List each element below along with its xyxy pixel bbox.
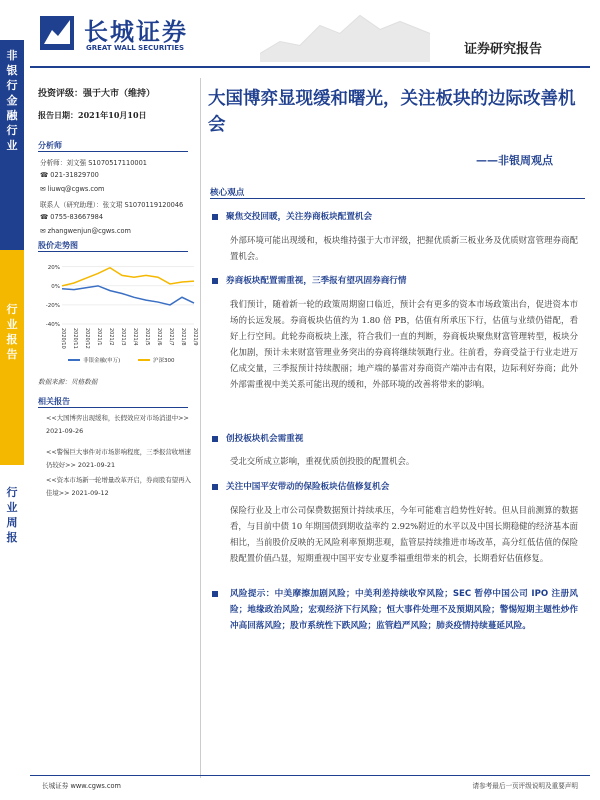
risk-warning (212, 586, 578, 634)
sidebar-industry-char: 融 (6, 109, 18, 122)
bullet-icon (212, 214, 218, 220)
chart-x-tick: 2021/1 (96, 328, 102, 346)
chart-y-tick: -20% (45, 302, 60, 309)
chart-x-tick: 2021/2 (108, 328, 114, 346)
chart-x-tick: 2021/4 (132, 328, 138, 346)
stock-chart (38, 256, 198, 366)
point-1-title-text: 聚焦交投回暖，关注券商板块配置机会 (226, 212, 373, 222)
related-section-title: 相关报告 (38, 396, 188, 408)
sidebar-type-char: 业 (6, 318, 18, 331)
sidebar-industry-char: 行 (6, 79, 18, 92)
point-3-title (212, 432, 303, 444)
assistant-name: 联系人（研究助理）：张文珺 S1070119120046 (40, 201, 184, 209)
point-4-title (212, 480, 389, 492)
point-2-title-text: 券商板块配置需重视，三季报有望巩固券商行情 (226, 276, 407, 286)
assistant-email[interactable]: ✉ zhangwenjun@cgws.com (40, 227, 131, 235)
stock-chart-svg (38, 256, 198, 366)
chart-x-tick: 2020/12 (84, 328, 90, 349)
analyst-email[interactable]: ✉ liuwq@cgws.com (40, 185, 105, 193)
bullet-icon (212, 591, 218, 597)
sidebar-report-type (0, 250, 24, 465)
chart-x-tick: 2020/11 (72, 328, 78, 349)
footer (30, 775, 590, 793)
point-3-body: 受北交所成立影响，重视优质创投股的配置机会。 (230, 456, 415, 466)
point-2-title (212, 274, 406, 286)
bullet-icon (212, 436, 218, 442)
point-4-body: 保险行业及上市公司保费数据预计持续承压，今年可能难言趋势性好转。但从目前测算的数据看，与目前中债 10 年期国债到期收益率约 2.92%附近的水平以及中国长期稳健的经济基本面相比，当前股价反映的无风险利率预期悲观，监管层持续推进市场改革，高分红低估值的保险股配置价值凸显，短期重视中国平安专业夏季福重组带来的机会，长期看好估值修复。 (230, 505, 578, 563)
footer-note: 请参考最后一页评级说明及重要声明 (472, 782, 578, 790)
sidebar-industry-char: 业 (6, 139, 18, 152)
sidebar-type-char: 行 (6, 303, 18, 316)
point-1-title (212, 210, 372, 222)
sidebar-freq-char: 报 (6, 531, 18, 544)
chart-y-tick: -40% (45, 322, 60, 328)
chart-x-tick: 2021/6 (156, 328, 162, 346)
analyst-name: 分析师：刘文强 S1070517110001 (40, 159, 147, 167)
sidebar-type-char: 报 (6, 333, 18, 346)
point-3-title-text: 创投板块机会需重视 (226, 434, 304, 444)
sidebar-industry-char: 金 (6, 94, 18, 107)
report-date: 报告日期：2021年10月10日 (38, 110, 147, 120)
sidebar-freq-char: 周 (6, 516, 18, 529)
left-column-divider (200, 78, 201, 778)
analyst-section-title: 分析师 (38, 140, 188, 152)
chart-x-tick: 2021/8 (180, 328, 186, 346)
core-section-title: 核心观点 (210, 186, 585, 199)
assistant-phone: ☎ 0755-83667984 (40, 213, 104, 221)
sidebar-freq-char: 行 (6, 486, 18, 499)
related-report-2[interactable]: <<警惕巨大事件对市场影响程度，三季报营收增速仍较好>> 2021-09-21 (46, 448, 191, 469)
report-subtitle: ——非银周观点 (476, 154, 553, 167)
point-2-body: 我们预计，随着新一轮的政策周期窗口临近，预计会有更多的资本市场政策出台，促进资本市场的长远发展。券商板块估值约为 1.80 倍 PB，估值有所承压下行，估值与业绩仍错配，看好上行空间。此轮券商板块上涨，符合我们一直的判断，券商板块聚焦财富管理转型，板块分化加剧，预计未来财富管理业务突出的券商将继续领跑行业。往前看，券商受益于行业走进万亿成交量，三季报预计持续靓丽；地产端的暴雷对券商资产端冲击有限，边际利好券商；此外外部需重视中美关系可能出现的缓和，外部环境的改善将带来的影响。 (230, 299, 578, 389)
company-logo (38, 14, 76, 52)
chart-x-tick: 2021/9 (192, 328, 198, 346)
sidebar-industry (0, 40, 24, 250)
sidebar-industry-char: 行 (6, 124, 18, 137)
logo-text-cn: 长城证券 (84, 17, 188, 46)
sidebar-frequency (0, 465, 24, 800)
chart-section-title: 股价走势图 (38, 240, 188, 252)
sidebar (0, 0, 24, 800)
sidebar-freq-char: 业 (6, 501, 18, 514)
report-title: 大国博弈显现缓和曙光，关注板块的边际改善机会 (208, 89, 576, 135)
header-rule (30, 66, 590, 68)
sidebar-industry-char: 银 (6, 64, 18, 77)
chart-y-tick: 0% (51, 283, 60, 290)
chart-x-tick: 2021/3 (120, 328, 126, 346)
point-1-body: 外部环境可能出现缓和，板块维持强于大市评级，把握优质新三板业务及优质财富管理券商配置机会。 (230, 235, 578, 261)
bullet-icon (212, 484, 218, 490)
related-report-3[interactable]: <<资本市场新一轮增量改革开启，券商股有望再入佳境>> 2021-09-12 (46, 476, 191, 497)
chart-legend-label: 沪深300 (153, 358, 175, 364)
sidebar-industry-char: 非 (6, 49, 18, 62)
sidebar-type-char: 告 (6, 348, 18, 361)
chart-y-tick: 20% (47, 264, 60, 271)
chart-series-line-1 (62, 286, 194, 305)
bullet-icon (212, 278, 218, 284)
chart-series-line-2 (62, 268, 194, 286)
related-report-1[interactable]: <<大国博弈出现缓和，长假效应对市场消退中>> 2021-09-26 (46, 414, 189, 435)
header (0, 0, 600, 68)
logo-text-en: GREAT WALL SECURITIES (86, 44, 185, 52)
chart-x-tick: 2020/10 (60, 328, 66, 349)
chart-legend-label: 非银金融(申万) (83, 358, 121, 364)
data-source: 数据来源：贝格数据 (38, 378, 98, 386)
chart-x-tick: 2021/7 (168, 328, 174, 346)
report-type: 证券研究报告 (464, 42, 543, 57)
risk-text: 风险提示：中美摩擦加剧风险；中美利差持续收窄风险；SEC 暂停中国公司 IPO 注册风险；地缘政治风险；宏观经济下行风险；恒大事件处理不及预期风险；警惕短期主题性炒作冲高回落风险；股市系统性下跌风险；监管趋严风险；肺炎疫情持续蔓延风险。 (230, 589, 578, 631)
footer-site[interactable]: 长城证券 www.cgws.com (42, 782, 121, 790)
analyst-phone: ☎ 021-31829700 (40, 171, 99, 179)
rating-label: 投资评级：强于大市（维持） (38, 89, 156, 99)
point-4-title-text: 关注中国平安带动的保险板块估值修复机会 (226, 482, 390, 492)
great-wall-watermark (260, 4, 430, 62)
chart-x-tick: 2021/5 (144, 328, 150, 346)
